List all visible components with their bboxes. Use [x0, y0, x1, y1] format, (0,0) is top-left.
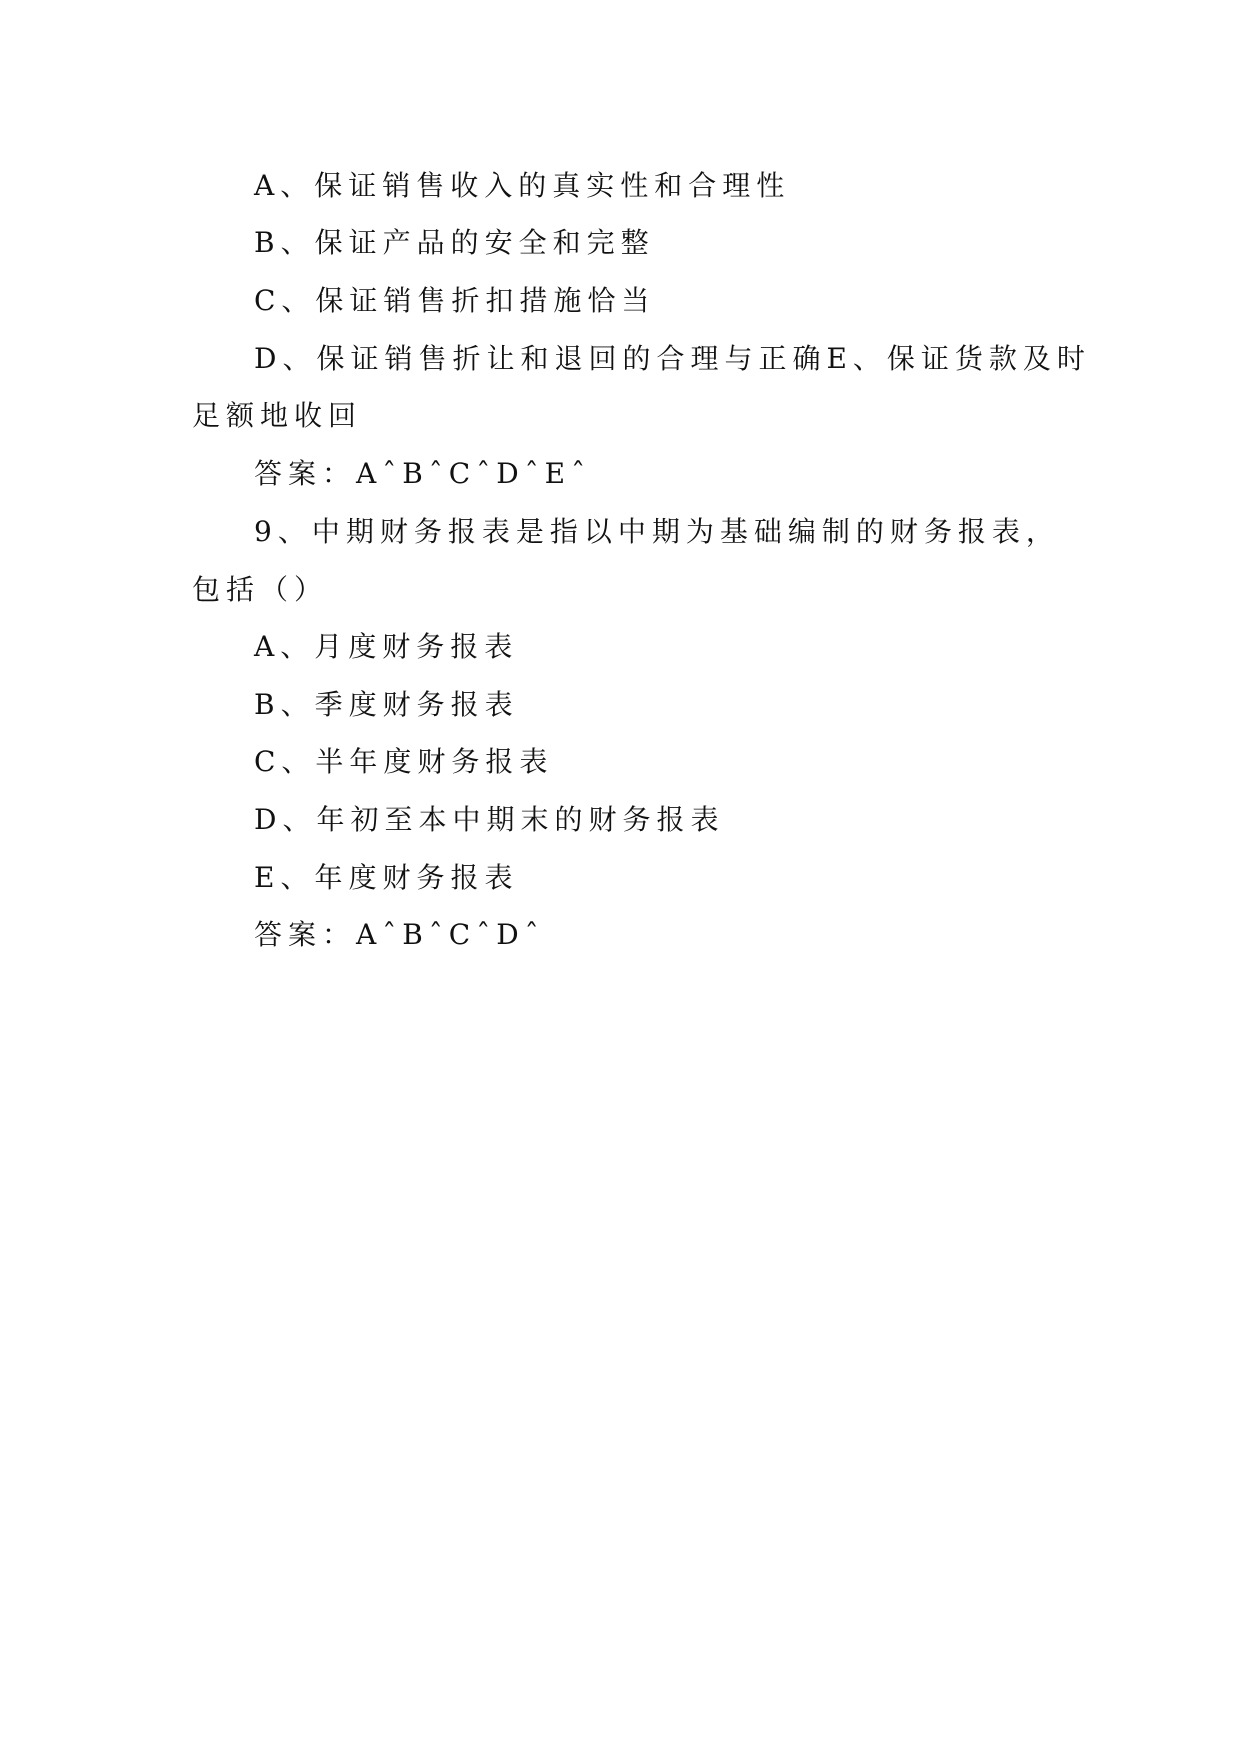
answer-q8: 答案：AˆBˆCˆDˆEˆ [254, 457, 592, 490]
answer-q9: 答案：AˆBˆCˆDˆ [254, 918, 545, 951]
option-c-q8: C、保证销售折扣措施恰当 [254, 284, 656, 317]
option-e-q9: E、年度财务报表 [254, 861, 519, 894]
question-9-continued: 包括（） [192, 573, 329, 606]
option-c-q9: C、半年度财务报表 [254, 745, 554, 778]
option-d-q8: D、保证销售折让和退回的合理与正确E、保证货款及时 [254, 342, 1091, 375]
option-d-q8-continued: 足额地收回 [192, 399, 363, 432]
question-9: 9、中期财务报表是指以中期为基础编制的财务报表， [254, 515, 1060, 548]
option-b-q9: B、季度财务报表 [254, 688, 519, 721]
option-b-q8: B、保证产品的安全和完整 [254, 226, 655, 259]
option-a-q8: A、保证销售收入的真实性和合理性 [254, 169, 791, 202]
option-a-q9: A、月度财务报表 [254, 630, 519, 663]
option-d-q9: D、年初至本中期末的财务报表 [254, 803, 725, 836]
